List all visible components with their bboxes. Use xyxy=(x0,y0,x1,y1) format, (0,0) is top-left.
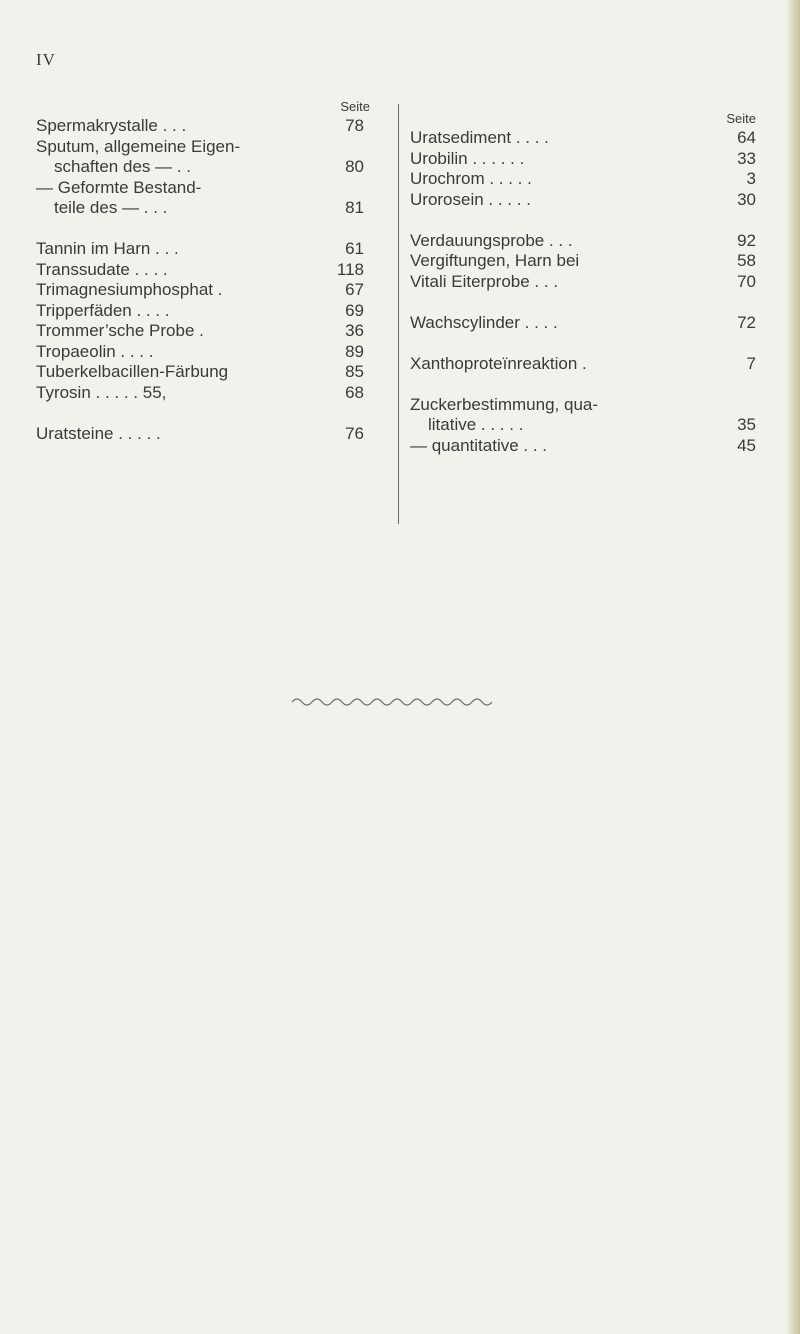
index-entry xyxy=(410,415,756,436)
index-term: — quantitative . . . xyxy=(410,435,548,455)
index-page: 81 xyxy=(345,198,364,217)
index-term: — Geformte Bestand- xyxy=(36,177,202,197)
index-term: Tripperfäden . . . . xyxy=(36,300,170,320)
index-term: Tannin im Harn . . . xyxy=(36,239,179,258)
index-column-left xyxy=(36,98,370,444)
index-entry xyxy=(36,321,364,342)
index-page: 69 xyxy=(345,300,364,320)
index-entry xyxy=(36,301,364,322)
index-term: Tuberkelbacillen-Färbung xyxy=(36,362,229,381)
index-page: 36 xyxy=(345,321,364,340)
index-term: schaften des — . . xyxy=(54,157,192,176)
index-entry xyxy=(410,169,756,190)
letter-group-gap xyxy=(410,292,756,313)
index-page: 45 xyxy=(737,435,756,455)
index-term: Uratsteine . . . . . xyxy=(36,423,161,443)
index-term: litative . . . . . xyxy=(428,415,524,434)
index-term: teile des — . . . xyxy=(54,198,168,217)
index-page: 78 xyxy=(345,116,364,135)
index-entry xyxy=(36,260,364,281)
index-page: 118 xyxy=(336,259,364,279)
index-term: Transsudate . . . . xyxy=(36,259,168,279)
index-term: Urochrom . . . . . xyxy=(410,169,532,188)
decorative-wavy-rule xyxy=(290,694,500,708)
letter-group-gap xyxy=(410,374,756,395)
index-entry xyxy=(410,272,756,293)
seite-label-right: Seite xyxy=(726,111,756,126)
index-term: Xanthoproteïnreaktion . xyxy=(410,353,587,373)
index-page: 89 xyxy=(345,341,364,361)
index-entry xyxy=(410,128,756,149)
index-entry xyxy=(410,190,756,211)
index-page: 80 xyxy=(345,157,364,176)
index-term: Tropaeolin . . . . xyxy=(36,341,154,361)
index-page: 67 xyxy=(345,280,364,299)
index-term: Zuckerbestimmung, qua- xyxy=(410,394,599,414)
index-entry xyxy=(36,280,364,301)
seite-label-left: Seite xyxy=(340,99,370,114)
index-entry xyxy=(410,354,756,375)
index-term: Urobilin . . . . . . xyxy=(410,148,525,168)
index-entry xyxy=(36,342,364,363)
index-term: Wachscylinder . . . . xyxy=(410,312,558,332)
index-entry xyxy=(36,157,364,178)
index-entry xyxy=(410,436,756,457)
index-page: 64 xyxy=(737,128,756,147)
index-term: Trimagnesiumphosphat . xyxy=(36,280,223,299)
index-page xyxy=(342,137,364,158)
index-entry xyxy=(36,239,364,260)
index-page: 58 xyxy=(737,251,756,270)
letter-group-gap xyxy=(36,219,364,240)
index-term: Vitali Eiterprobe . . . xyxy=(410,271,559,291)
index-entry xyxy=(410,313,756,334)
index-term: Trommer’sche Probe . xyxy=(36,321,204,340)
index-term: Sputum, allgemeine Eigen- xyxy=(36,136,241,156)
index-page: 7 xyxy=(746,353,756,373)
letter-group-gap xyxy=(410,210,756,231)
index-page: 72 xyxy=(737,312,756,332)
index-entry xyxy=(36,137,364,158)
index-term: Spermakrystalle . . . xyxy=(36,116,187,135)
index-page: 85 xyxy=(345,362,364,381)
page-edge xyxy=(786,0,800,1334)
index-entry xyxy=(410,149,756,170)
index-page: 3 xyxy=(746,169,756,188)
index-page xyxy=(734,395,756,416)
index-entry xyxy=(410,251,756,272)
index-term: Verdauungsprobe . . . xyxy=(410,230,573,250)
index-entry xyxy=(36,362,364,383)
index-column-right xyxy=(410,98,756,456)
letter-group-gap xyxy=(36,403,364,424)
index-page: 92 xyxy=(737,230,756,250)
index-term: Uratsediment . . . . xyxy=(410,128,549,147)
index-term: Vergiftungen, Harn bei xyxy=(410,251,580,270)
index-term: Tyrosin . . . . . 55, xyxy=(36,382,167,402)
letter-group-gap xyxy=(410,333,756,354)
index-entry xyxy=(36,178,364,199)
index-page: 30 xyxy=(737,189,756,209)
index-page: 70 xyxy=(737,271,756,291)
page-number: IV xyxy=(36,50,56,69)
index-entry xyxy=(36,116,364,137)
index-entry xyxy=(36,198,364,219)
index-entry xyxy=(410,395,756,416)
index-page: 33 xyxy=(737,148,756,168)
index-entry xyxy=(36,424,364,445)
column-divider xyxy=(398,104,399,524)
index-term: Urorosein . . . . . xyxy=(410,189,531,209)
index-entry xyxy=(410,231,756,252)
index-page xyxy=(342,178,364,199)
index-entry xyxy=(36,383,364,404)
index-page: 76 xyxy=(345,423,364,443)
index-page: 68 xyxy=(345,382,364,402)
index-page: 61 xyxy=(345,239,364,258)
index-page: 35 xyxy=(737,415,756,434)
